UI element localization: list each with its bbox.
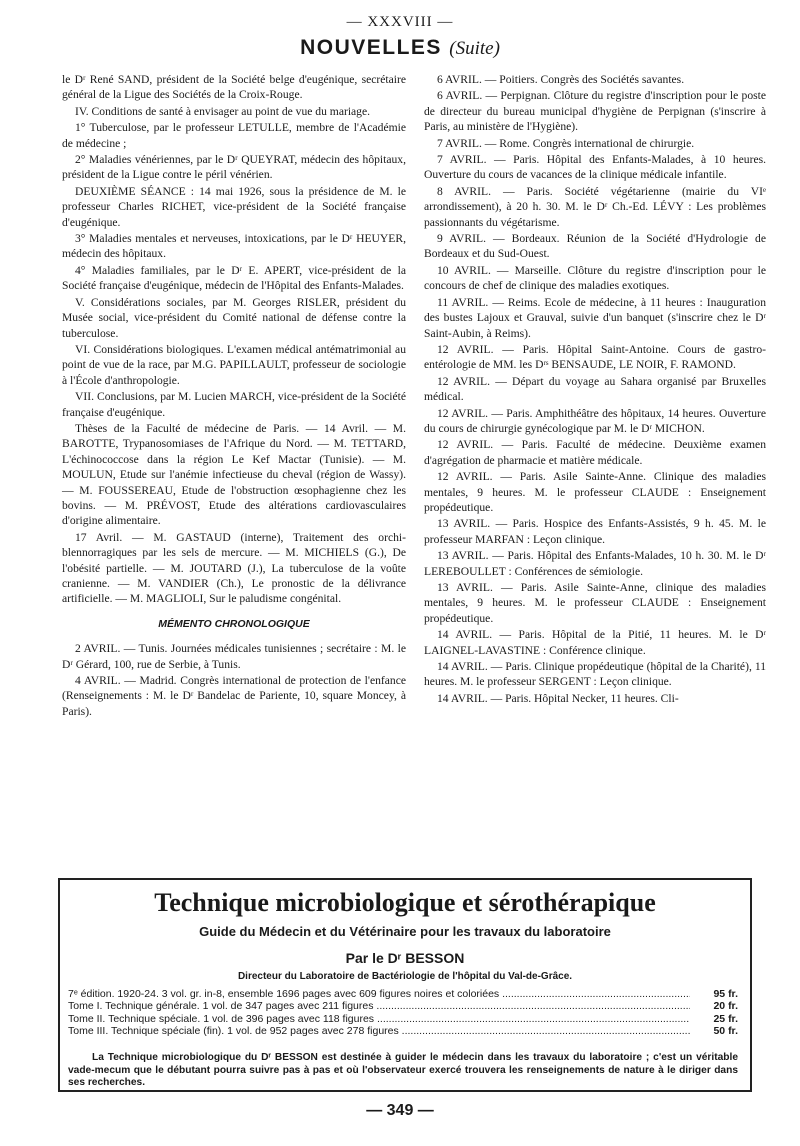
paragraph: 14 AVRIL. — Paris. Clinique propédeutique (hôpital de la Charité), 11 heures. M. le professeur SERGENT : Leçon clinique.	[424, 660, 766, 689]
paragraph: VI. Considérations biologiques. L'examen médical antématrimonial au point de vue de la race, par M.G. PAPILLAULT, professeur de sociologie à l'École d'anthropologie.	[62, 342, 406, 387]
ad-price-row	[68, 1000, 738, 1012]
section-title-suffix: (Suite)	[449, 38, 500, 59]
paragraph: 7 AVRIL. — Paris. Hôpital des Enfants-Malades, à 10 heures. Ouverture du cours de vacances de la clinique médicale infantile.	[424, 153, 766, 182]
right-column	[424, 72, 766, 862]
ad-author: Par le Dʳ BESSON	[345, 950, 465, 966]
paragraph: 6 AVRIL. — Perpignan. Clôture du registre d'inscription pour le poste de directeur du bureau municipal d'hygiène de Perpignan (s'inscrire à Paris, au ministère de l'Hygiène).	[424, 89, 766, 134]
paragraph: 13 AVRIL. — Paris. Hospice des Enfants-Assistés, 9 h. 45. M. le professeur MARFAN : Leçon clinique.	[424, 517, 766, 546]
ad-row-price: 50 fr.	[713, 1025, 738, 1038]
ad-price-row	[68, 988, 738, 1000]
paragraph: 9 AVRIL. — Bordeaux. Réunion de la Société d'Hydrologie de Bordeaux et du Sud-Ouest.	[424, 232, 766, 261]
paragraph: 17 Avril. — M. GASTAUD (interne), Traitement des orchi-blennorragiques par les sels de mercure. — M. MICHIELS (G.), De l'obésité partielle. — M. JOUTARD (J.), La tuberculose de la voûte cranienne. — M. VANDIER (Ch.), Le pronostic de la délivrance artificielle. — M. MAGLIOLI, Sur le paludisme congénital.	[62, 530, 406, 606]
paragraph: 12 AVRIL. — Paris. Amphithéâtre des hôpitaux, 14 heures. Ouverture du cours de chirurgie gynécologique par M. le Dʳ MICHON.	[424, 406, 766, 435]
paragraph: DEUXIÈME SÉANCE : 14 mai 1926, sous la présidence de M. le professeur Charles RICHET, vice-président de la Société française d'eugénique.	[62, 184, 406, 229]
ad-title: Technique microbiologique et sérothérapique	[154, 888, 656, 917]
paragraph: le Dʳ René SAND, président de la Société belge d'eugénique, secrétaire général de la Ligue des Sociétés de la Croix-Rouge.	[62, 73, 406, 102]
section-title-text: NOUVELLES	[300, 36, 442, 59]
ad-row-desc: Tome II. Technique spéciale. 1 vol. de 396 pages avec 118 figures .....	[68, 1013, 690, 1025]
book-advertisement	[58, 878, 752, 1092]
ad-row-price: 20 fr.	[713, 1000, 738, 1013]
paragraph: 1° Tuberculose, par le professeur LETULLE, membre de l'Académie de médecine ;	[62, 121, 406, 150]
paragraph: 13 AVRIL. — Paris. Hôpital des Enfants-Malades, 10 h. 30. M. le Dʳ LEREBOULLET : Conférences de sémiologie.	[424, 549, 766, 578]
paragraph: 14 AVRIL. — Paris. Hôpital Necker, 11 heures. Cli-	[437, 691, 679, 705]
ad-price-row	[68, 1025, 738, 1037]
paragraph: 13 AVRIL. — Paris. Asile Sainte-Anne, clinique des maladies mentales, 9 heures. M. le professeur CLAUDE : Enseignement propédeutique.	[424, 581, 766, 625]
left-column	[62, 72, 406, 862]
paragraph: 12 AVRIL. — Paris. Hôpital Saint-Antoine. Cours de gastro-entérologie de MM. les Dʳˢ BENSAUDE, LE NOIR, F. RAMOND.	[424, 342, 766, 372]
paragraph: 3° Maladies mentales et nerveuses, intoxications, par le Dʳ HEUYER, médecin des hôpitaux.	[62, 232, 406, 261]
page-roman-numeral: — XXXVIII —	[346, 14, 454, 30]
paragraph: 11 AVRIL. — Reims. Ecole de médecine, à 11 heures : Inauguration des bustes Lajoux et Grauval, suivie d'un banquet (s'inscrire chez le Dʳ Saint-Aubin, à Reims).	[424, 295, 766, 340]
paragraph: 12 AVRIL. — Paris. Faculté de médecine. Deuxième examen d'agrégation de pharmacie et matière médicale.	[424, 438, 766, 467]
ad-author-role: Directeur du Laboratoire de Bactériologie de l'hôpital du Val-de-Grâce.	[237, 971, 573, 982]
ad-row-price: 95 fr.	[713, 988, 738, 1000]
paragraph: 2° Maladies vénériennes, par le Dʳ QUEYRAT, médecin des hôpitaux, président de la Ligue contre le péril vénérien.	[62, 153, 406, 182]
paragraph: 8 AVRIL. — Paris. Société végétarienne (mairie du VIᵉ arrondissement), à 20 h. 30. M. le Dʳ Ch.-Ed. LÉVY : Les problèmes passionnants du végétarisme.	[424, 184, 766, 229]
paragraph: 10 AVRIL. — Marseille. Clôture du registre d'inscription pour le concours de chef de clinique des maladies exotiques.	[424, 263, 766, 293]
paragraph: V. Considérations sociales, par M. Georges RISLER, président du Musée social, vice-président du Comité national de défense contre la tuberculose.	[62, 295, 406, 340]
paragraph: 12 AVRIL. — Départ du voyage au Sahara organisé par Bruxelles médical.	[424, 374, 766, 404]
paragraph: 4° Maladies familiales, par le Dʳ E. APERT, vice-président de la Société française d'eugénique, médecin de l'Hôpital des Enfants-Malades.	[62, 263, 406, 293]
ad-row-desc: Tome I. Technique générale. 1 vol. de 347 pages avec 211 figures .....	[68, 1000, 690, 1012]
ad-row-price: 25 fr.	[713, 1012, 738, 1025]
memento-heading: MÉMENTO CHRONOLOGIQUE	[158, 617, 310, 630]
page-number: — 349 —	[366, 1102, 434, 1119]
ad-subtitle: Guide du Médecin et du Vétérinaire pour les travaux du laboratoire	[199, 924, 611, 939]
paragraph: VII. Conclusions, par M. Lucien MARCH, vice-président de la Société française d'eugénique.	[62, 390, 406, 419]
paragraph: 14 AVRIL. — Paris. Hôpital de la Pitié, 11 heures. M. le Dʳ LAIGNEL-LAVASTINE : Conférence clinique.	[424, 628, 766, 657]
ad-note: La Technique microbiologique du Dʳ BESSON est destinée à guider le médecin dans les travaux du laboratoire ; c'est un véritable vade-mecum que le débutant pourra suivre pas à pas et où l'observateur exercé trouvera les renseignements de nature à le diriger dans ses recherches.	[68, 1052, 738, 1088]
ad-price-list	[68, 988, 738, 1038]
paragraph: 12 AVRIL. — Paris. Asile Sainte-Anne. Clinique des maladies mentales, 9 heures. M. le professeur CLAUDE : Enseignement propédeutique.	[424, 470, 766, 514]
ad-price-row	[68, 1013, 738, 1025]
paragraph: 4 AVRIL. — Madrid. Congrès international de protection de l'enfance (Renseignements : M. le Dʳ Bandelac de Pariente, 10, square Moncey, à Paris).	[62, 674, 406, 718]
paragraph: IV. Conditions de santé à envisager au point de vue du mariage.	[75, 104, 371, 118]
paragraph: 6 AVRIL. — Poitiers. Congrès des Sociétés savantes.	[437, 73, 685, 86]
ad-row-desc: 7ᵉ édition. 1920-24. 3 vol. gr. in-8, ensemble 1696 pages avec 609 figures noires et coloriées .....	[68, 988, 690, 1000]
paragraph: 2 AVRIL. — Tunis. Journées médicales tunisiennes ; secrétaire : M. le Dʳ Gérard, 100, rue de Serbie, à Tunis.	[62, 642, 406, 671]
ad-row-desc: Tome III. Technique spéciale (fin). 1 vol. de 952 pages avec 278 figures .....	[68, 1025, 690, 1037]
paragraph: 7 AVRIL. — Rome. Congrès international de chirurgie.	[437, 136, 695, 150]
paragraph: Thèses de la Faculté de médecine de Paris. — 14 Avril. — M. BAROTTE, Trypanosomiases de l'Afrique du Nord. — M. TETTARD, L'échinococcose dans la région Le Kef Mactar (Tunisie). — M. MOULUN, Etude sur l'anémie infectieuse du cheval (région de Wassy). — M. FOUSSEREAU, Etude de l'obstruction œsophagienne chez les bovins. — M. PRÉVOST, Etude des altérations cardiovasculaires d'origine alimentaire.	[62, 421, 406, 528]
section-title	[0, 36, 800, 60]
